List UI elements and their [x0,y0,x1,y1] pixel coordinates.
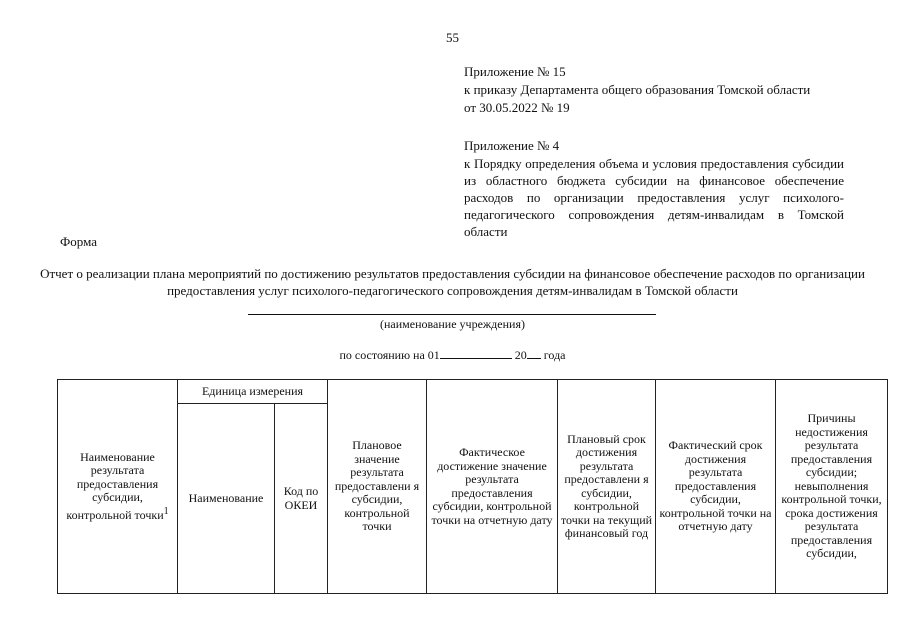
as-of-date [0,348,905,363]
footnote-marker: 1 [163,505,169,517]
institution-caption: (наименование учреждения) [380,317,525,331]
report-table [57,379,888,594]
header-actual-deadline: Фактический срок достижения результата предоставления субсидии, контрольной точки на отчетную дату [656,380,776,594]
as-of-day-blank [440,348,512,359]
page-number: 55 [446,30,459,45]
header-planned-value: Плановое значение результата предоставлени я субсидии, контрольной точки [328,380,427,594]
header-reasons: Причины недостижения результата предоставления субсидии; невыполнения контрольной точки, срока достижения результата предоставления субсидии, [776,380,888,594]
header-result-name: Наименование результата предоставления субсидии, контрольной точки$^1$ [58,380,178,594]
appendix-15-line-2: от 30.05.2022 № 19 [464,100,570,115]
header-planned-deadline: Плановый срок достижения результата предоставлени я субсидии, контрольной точки на текущий финансовый год [558,380,656,594]
report-title: Отчет о реализации плана мероприятий по достижению результатов предоставления субсидии на финансовое обеспечение расходов по организации предоставления услуг психолого-педагогического сопровождения детям-инвалидам в Томской области [40,266,865,298]
institution-line [248,314,656,315]
header-actual-value: Фактическое достижение значение результата предоставления субсидии, контрольной точки на отчетную дату [427,380,558,594]
header-unit-group: Единица измерения [178,380,328,404]
form-label: Форма [60,234,97,249]
appendix-15-line-1: к приказу Департамента общего образования Томской области [464,82,811,97]
as-of-prefix: по состоянию на 01 [339,348,440,362]
header-unit-code: Код по ОКЕИ [275,404,328,594]
as-of-year-prefix: 20 [514,348,527,362]
as-of-year-blank [527,348,541,359]
appendix-15-title: Приложение № 15 [464,64,566,79]
appendix-4-text: к Порядку определения объема и условия предоставления субсидии из областного бюджета субсидии на финансовое обеспечение расходов по организации предоставления услуг психолого-педагогического сопровождения детям-инвалидам в Томской области [464,156,844,239]
as-of-suffix: года [543,348,566,362]
appendix-4-title: Приложение № 4 [464,138,560,153]
header-unit-name: Наименование [178,404,275,594]
